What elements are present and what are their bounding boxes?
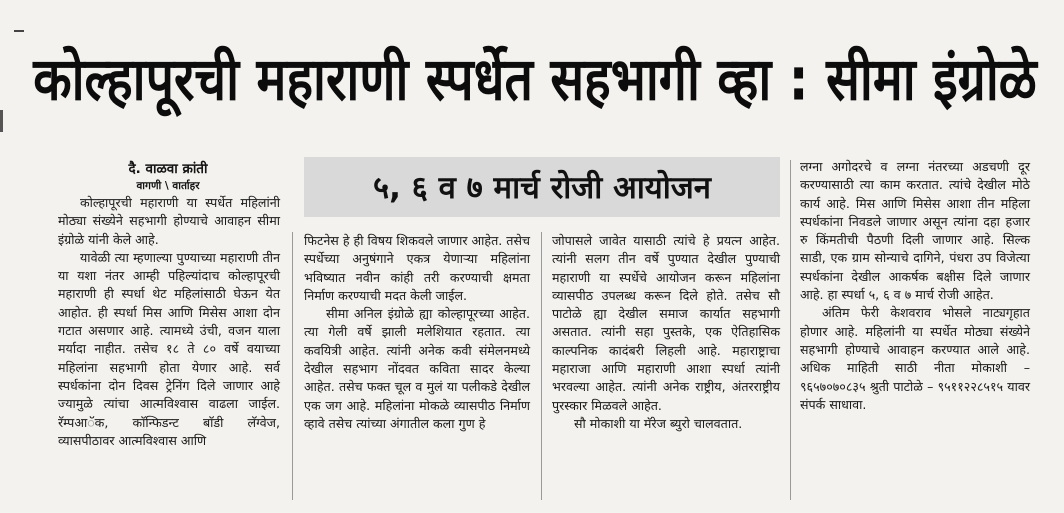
headline: कोल्हापूरची महाराणी स्पर्धेत सहभागी व्हा : सीमा इंग्रोळे — [33, 45, 1037, 114]
article-column-1 — [58, 194, 280, 450]
newspaper-name: दै. वाळवा क्रांती — [128, 161, 208, 177]
column-rule — [541, 232, 542, 500]
article-column-3 — [552, 232, 780, 433]
article-column-2 — [304, 232, 530, 433]
paragraph: जोपासले जावेत यासाठी त्यांचे हे प्रयत्न आहेत. त्यांनी सलग तीन वर्षे पुण्यात देखील पुण्याची महाराणी या स्पर्धेचे आयोजन करून महिलांना व्यासपीठ उपलब्ध करून दिले होते. तसेच सौ पाटोळे ह्या देखील समाज कार्यात सहभागी असतात. त्यांनी सहा पुस्तके, एक ऐतिहासिक काल्पनिक कादंबरी लिहली आहे. महाराष्ट्राचा महाराजा आणि महाराणी आशा स्पर्धा त्यांनी भरवल्या आहेत. त्यांनी अनेक राष्ट्रीय, अंतरराष्ट्रीय पुरस्कार मिळवले आहेत. — [552, 233, 780, 413]
paragraph: सीमा अनिल इंग्रोळे ह्या कोल्हापूरच्या आहेत. त्या गेली वर्षे झाली मलेशियात रहतात. त्या कवयित्री आहेत. त्यांनी अनेक कवी संमेलनमध्ये देखील सहभाग नोंदवत कविता सादर केल्या आहेत. तसेच फक्त चूल व मुलं या पलीकडे देखील एक जग आहे. महिलांना मोकळे व्यासपीठ निर्माण व्हावे तसेच त्यांच्या अंगातील कला गुण हे — [304, 306, 530, 431]
column-rule — [292, 232, 293, 500]
byline — [58, 160, 278, 194]
column-rule — [790, 160, 791, 500]
paragraph: यावेळी त्या म्हणाल्या पुण्याच्या महाराणी तीन या यशा नंतर आम्ही पहिल्यांदाच कोल्हापूरची महाराणी ही स्पर्धा थेट महिलांसाठी घेऊन येत आहोत. ही स्पर्धा मिस आणि मिसेस आशा दोन गटात असणार आहे. त्यामध्ये उंची, वजन याला मर्यादा नाहीत. तसेच १८ ते ८० वर्षे वयाच्या महिलांना सहभागी होता येणार आहे. सर्व स्पर्धकांना दोन दिवस ट्रेनिंग दिले जाणार आहे ज्यामुळे त्यांचा आत्मविश्वास वाढला जाईल. रॅम्पआॅक, काॅन्फिडन्ट बाॅडी लॅग्वेज, व्यासपीठावर आत्मविश्वास आणि — [58, 249, 280, 448]
paragraph: सौ मोकाशी या मॅरेज ब्युरो चालवतात. — [574, 415, 743, 431]
paragraph: कोल्हापूरची महाराणी या स्पर्धेत महिलांनी मोठ्या संख्येने सहभागी होण्याचे आवाहन सीमा इंग्रोळे यांनी केले आहे. — [58, 195, 280, 247]
reporter-credit: वागणी \ वार्ताहर — [136, 180, 200, 192]
subheadline: ५, ६ व ७ मार्च रोजी आयोजन — [304, 157, 780, 217]
paragraph: फिटनेस हे ही विषय शिकवले जाणार आहेत. तसेच स्पर्धेच्या अनुषंगाने एकत्र येणाऱ्या महिलांना भविष्यात नवीन कांही तरी करण्याची क्षमता निर्माण करण्याची मदत केली जाईल. — [304, 233, 530, 303]
edge-mark — [0, 110, 3, 132]
paragraph: लग्ना अगोदरचे व लग्ना नंतरच्या अडचणी दूर करण्यासाठी त्या काम करतात. त्यांचे देखील मोठे कार्य आहे. मिस आणि मिसेस आशा तीन महिला स्पर्धकांना निवडले जाणार असून त्यांना दहा हजार रु किंमतीची पैठणी दिली जाणार आहे. सिल्क साडी, एक ग्राम सोन्याचे दागिने, पंधरा उप विजेत्या स्पर्धकांना देखील आकर्षक बक्षीस दिले जाणार आहे. हा स्पर्धा ५, ६ व ७ मार्च रोजी आहेत. — [800, 159, 1030, 303]
paragraph: अंतिम फेरी केशवराव भोसले नाट्यगृहात होणार आहे. महिलांनी या स्पर्धेत मोठ्या संख्येने सहभागी होण्याचे आवाहन करण्यात आले आहे. अधिक माहिती साठी नीता मोकाशी – ९६५७०७०८३५ श्रुती पाटोळे – ९५११२२८५१५ यावर संपर्क साधावा. — [800, 305, 1030, 412]
article-column-4 — [800, 158, 1030, 414]
crop-mark — [14, 30, 24, 38]
